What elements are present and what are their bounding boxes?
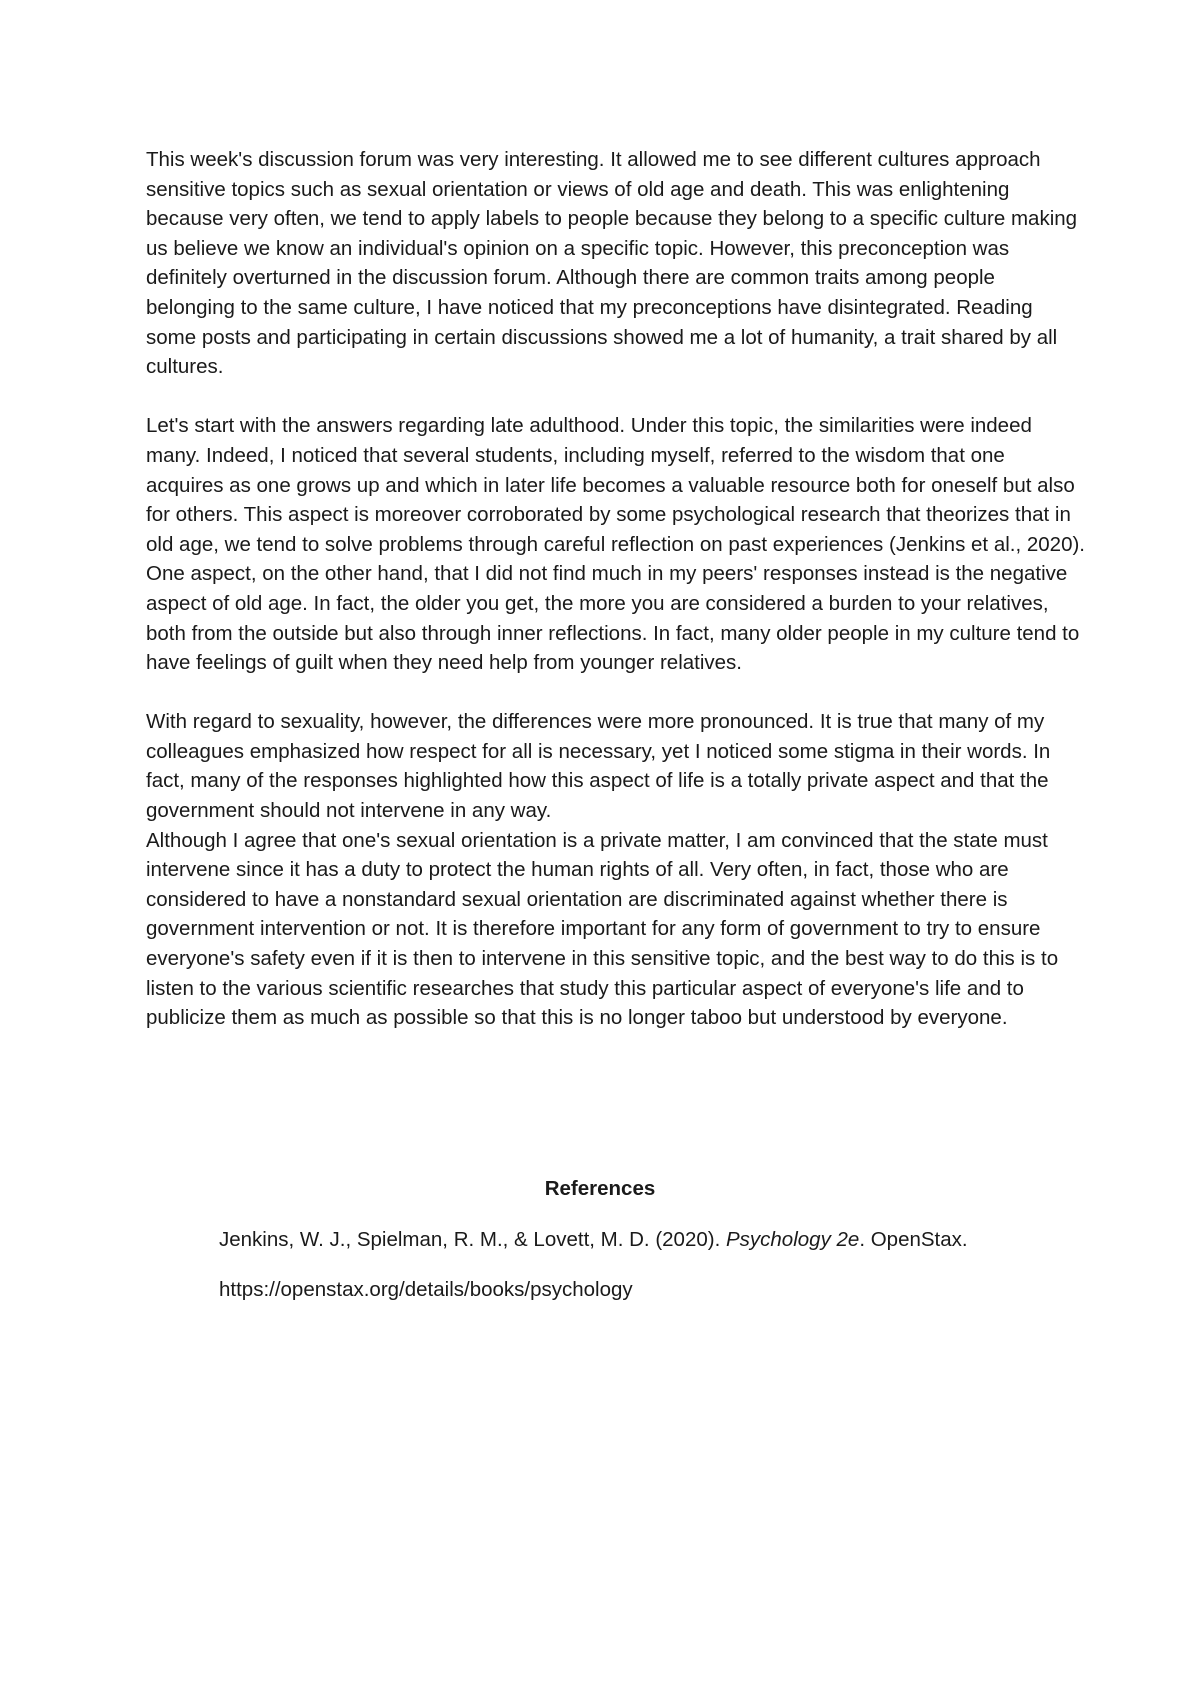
reference-authors: Jenkins, W. J., Spielman, R. M., & Lovett, M. D. (2020). [219, 1228, 726, 1251]
paragraph-late-adulthood: Let's start with the answers regarding late adulthood. Under this topic, the similarities were indeed many. Indeed, I noticed that several students, including myself, referred to the wisdom that one acquires as one grows up and which in later life becomes a valuable resource both for oneself but also for others. This aspect is moreover corroborated by some psychological research that theorizes that in old age, we tend to solve problems through careful reflection on past experiences (Jenkins et al., 2020). [146, 414, 1085, 556]
reference-url: https://openstax.org/details/books/psychology [219, 1278, 633, 1301]
paragraph-state-intervention: Although I agree that one's sexual orientation is a private matter, I am convinced that the state must intervene since it has a duty to protect the human rights of all. Very often, in fact, those who are considered to have a nonstandard sexual orientation are discriminated against whether there is government intervention or not. It is therefore important for any form of government to try to ensure everyone's safety even if it is then to intervene in this sensitive topic, and the best way to do this is to listen to the various scientific researches that study this particular aspect of everyone's life and to publicize them as much as possible so that this is no longer taboo but understood by everyone. [146, 828, 1059, 1030]
paragraph-spacer [146, 382, 1086, 412]
paragraph-sexuality: With regard to sexuality, however, the differences were more pronounced. It is true that many of my colleagues emphasized how respect for all is necessary, yet I noticed some stigma in their words. In fact, many of the responses highlighted how this aspect of life is a totally private aspect and that the government should not intervene in any way. [146, 710, 1051, 823]
paragraph-forum-intro: This week's discussion forum was very interesting. It allowed me to see different cultures approach sensitive topics such as sexual orientation or views of old age and death. This was enlightening because very often, we tend to apply labels to people because they belong to a specific culture making us believe we know an individual's opinion on a specific topic. However, this preconception was definitely overturned in the discussion forum. Although there are common traits among people belonging to the same culture, I have noticed that my preconceptions have disintegrated. Reading some posts and participating in certain discussions showed me a lot of humanity, a trait shared by all cultures. [146, 148, 1078, 379]
paragraph-old-age-negative: One aspect, on the other hand, that I did not find much in my peers' responses instead is the negative aspect of old age. In fact, the older you get, the more you are considered a burden to your relatives, both from the outside but also through inner reflections. In fact, many older people in my culture tend to have feelings of guilt when they need help from younger relatives. [146, 562, 1080, 675]
reference-title: Psychology 2e [725, 1228, 860, 1251]
document-body [146, 145, 1086, 1033]
paragraph-spacer [146, 678, 1086, 708]
reference-entry [219, 1225, 1119, 1255]
reference-publisher: . OpenStax. [859, 1228, 968, 1251]
references-heading: References [544, 1177, 656, 1200]
